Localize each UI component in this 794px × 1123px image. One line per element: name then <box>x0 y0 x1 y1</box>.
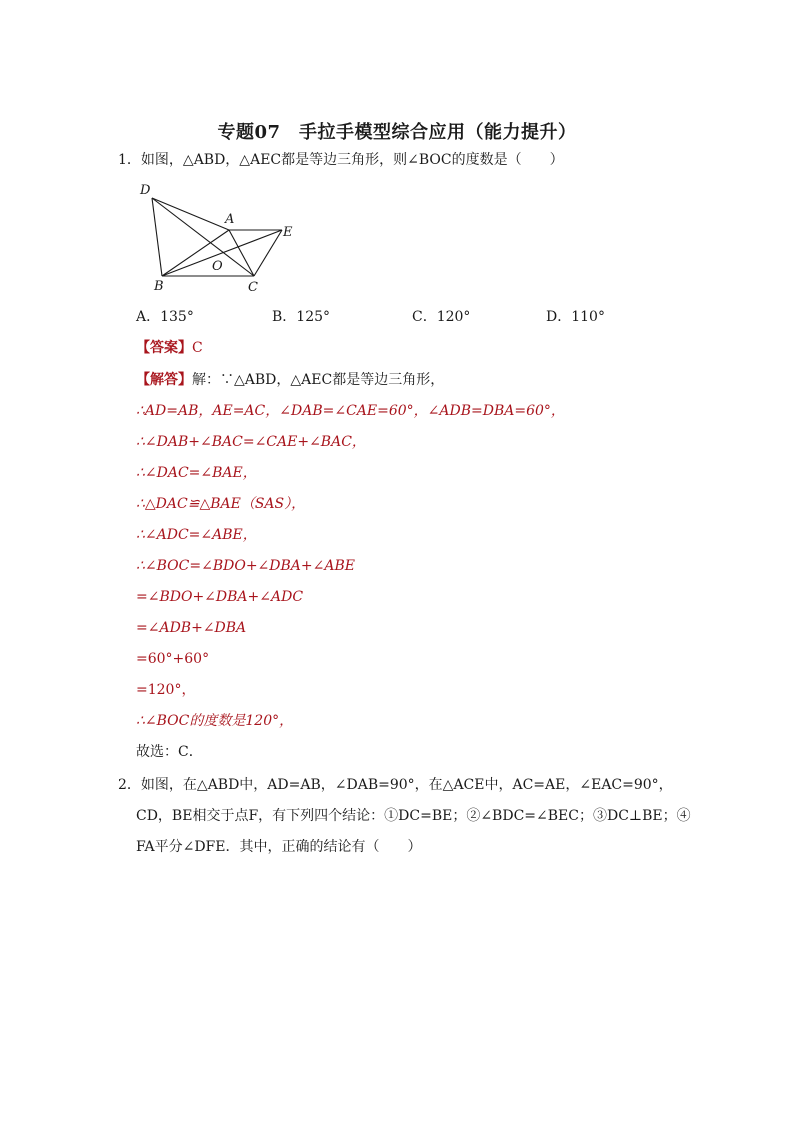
solution-tag: 【解答】 <box>136 372 192 388</box>
label-O: O <box>212 259 223 274</box>
label-A: A <box>225 212 235 227</box>
answer-tag: 【答案】 <box>136 340 192 356</box>
solution-step-5: ∴∠ADC=∠ABE， <box>136 527 257 543</box>
segment-DA <box>152 198 229 230</box>
solution-step-8: =∠ADB+∠DBA <box>136 620 247 636</box>
solution-step-2: ∴∠DAB+∠BAC=∠CAE+∠BAC， <box>136 434 366 450</box>
solution-intro-line <box>136 370 444 390</box>
answer-line <box>136 338 203 358</box>
label-B: B <box>154 279 164 294</box>
solution-step-7: =∠BDO+∠DBA+∠ADC <box>136 589 304 605</box>
label-C: C <box>248 280 258 295</box>
question-1-figure <box>134 178 304 298</box>
option-c: C．120° <box>412 309 471 325</box>
label-D: D <box>140 183 151 198</box>
question-1-stem <box>118 150 564 170</box>
question-2-line-1 <box>118 775 673 795</box>
solution-intro: 解：∵△ABD，△AEC都是等边三角形， <box>192 372 445 388</box>
solution-step-10: =120°， <box>136 682 196 698</box>
solution-step-3: ∴∠DAC=∠BAE， <box>136 465 257 481</box>
segment-DB <box>152 198 162 276</box>
answer-value: C <box>192 340 203 356</box>
label-E: E <box>283 225 293 240</box>
solution-step-9: =60°+60° <box>136 651 210 667</box>
question-2-line-2: CD，BE相交于点F，有下列四个结论：①DC=BE；②∠BDC=∠BEC；③DC⊥BE；④ <box>136 808 691 824</box>
segment-AC <box>229 230 254 276</box>
question-2-line-3: FA平分∠DFE．其中，正确的结论有（ ） <box>136 839 422 855</box>
page-title: 专题07 手拉手模型综合应用（能力提升） <box>217 122 577 143</box>
solution-step-4: ∴△DAC≌△BAE（SAS）， <box>136 496 306 512</box>
question-2-number: 2． <box>118 777 141 793</box>
solution-conclusion: 故选：C． <box>136 744 203 760</box>
question-1-number: 1． <box>118 152 141 168</box>
question-1-text: 如图，△ABD，△AEC都是等边三角形，则∠BOC的度数是（ ） <box>140 152 564 168</box>
segment-EC <box>254 230 282 276</box>
segment-DC <box>152 198 254 276</box>
option-b: B．125° <box>272 309 331 325</box>
solution-step-6: ∴∠BOC=∠BDO+∠DBA+∠ABE <box>136 558 355 574</box>
option-a: A．135° <box>136 309 194 325</box>
option-d: D．110° <box>546 309 605 325</box>
solution-step-1: ∴AD=AB，AE=AC，∠DAB=∠CAE=60°，∠ADB=DBA=60°， <box>136 403 565 419</box>
question-2-text-1: 如图，在△ABD中，AD=AB，∠DAB=90°，在△ACE中，AC=AE，∠EAC=90°， <box>140 777 673 793</box>
solution-step-11: ∴∠BOC的度数是120°， <box>136 713 294 729</box>
